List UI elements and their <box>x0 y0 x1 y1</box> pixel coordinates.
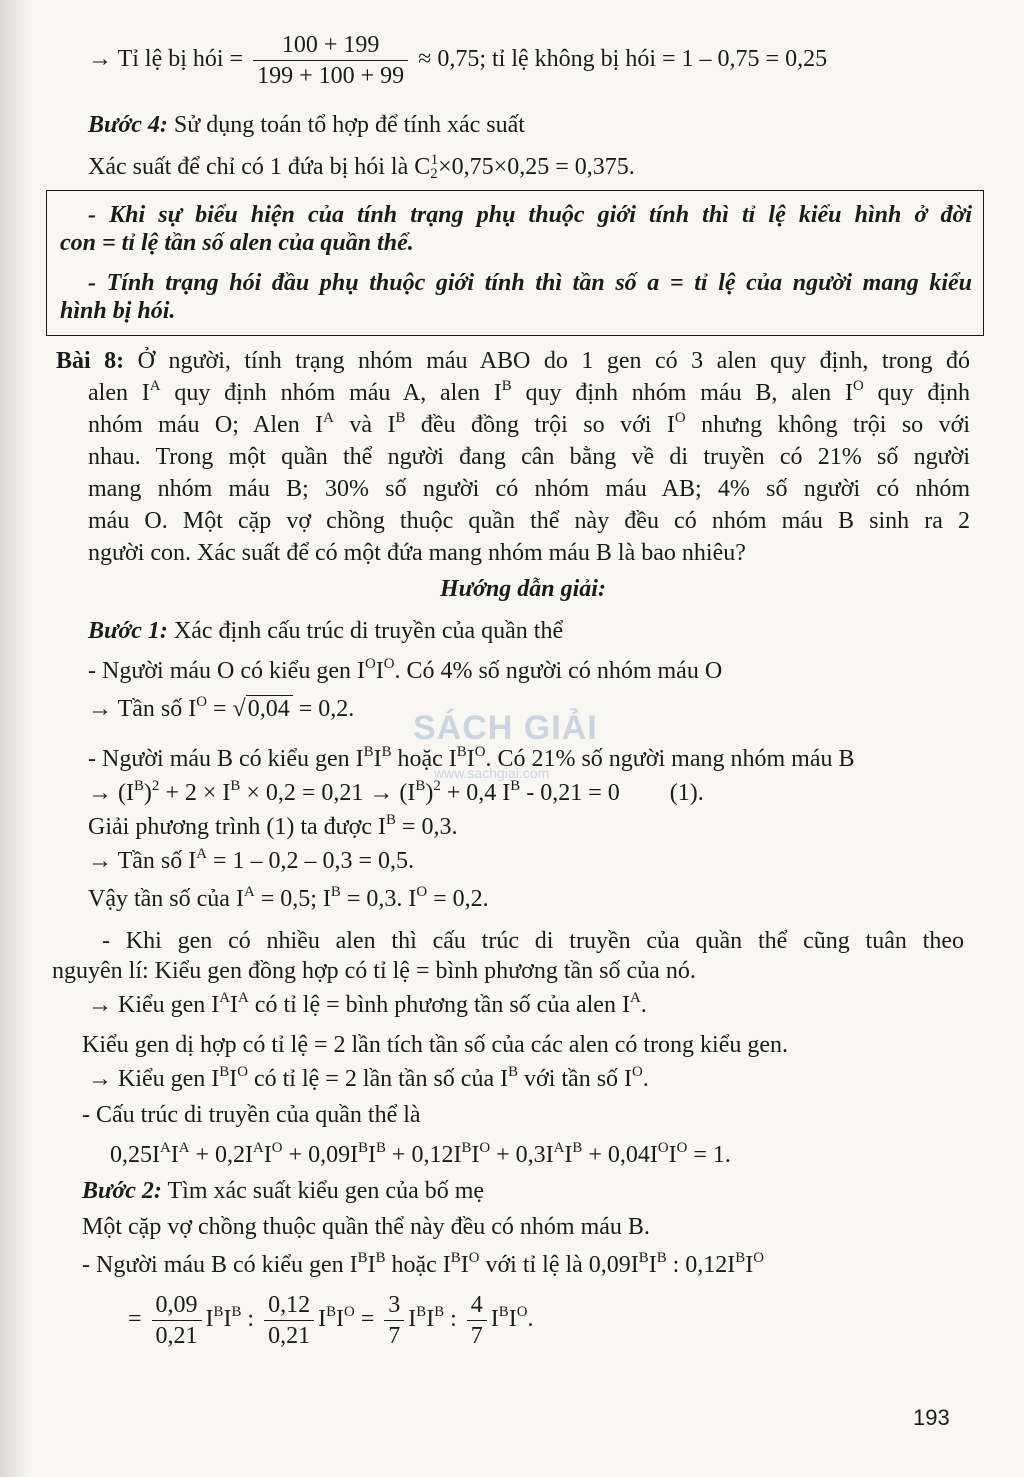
superscript: B <box>386 811 396 828</box>
fraction-denominator: 199 + 100 + 99 <box>253 60 408 91</box>
text: Tìm xác suất kiểu gen của bố mẹ <box>161 1178 485 1204</box>
fraction <box>467 1290 487 1351</box>
text: Bước 2: <box>82 1178 162 1204</box>
solution-line: Một cặp vợ chồng thuộc quần thể này đều có nhóm máu B. <box>82 1214 650 1240</box>
text: . Có 21% số người mang nhóm máu B <box>485 746 855 772</box>
text: I <box>460 1252 469 1278</box>
text: Sử dụng toán tổ hợp để tính xác suất <box>167 112 525 138</box>
superscript: B <box>415 777 426 794</box>
note-line: - Khi sự biểu hiện của tính trạng phụ thuộc giới tính thì tỉ lệ kiểu hình ở đời <box>88 202 972 228</box>
text: Xác định cấu trúc di truyền của quần thể <box>167 618 564 644</box>
step-label: Bước 4: <box>88 112 168 138</box>
solution-line <box>88 846 414 876</box>
note-line: hình bị hói. <box>60 298 176 324</box>
text: I <box>205 1306 214 1333</box>
probability-line <box>88 152 635 182</box>
superscript: A <box>149 377 161 394</box>
text: : <box>444 1306 463 1333</box>
text: có tỉ lệ = bình phương tần số của alen I <box>248 992 630 1018</box>
text: I <box>335 1306 344 1333</box>
fraction-numerator: 100 + 199 <box>281 32 380 58</box>
text: - Người máu B có kiểu gen I <box>82 1252 358 1278</box>
text: : 0,12I <box>666 1252 736 1278</box>
superscript: O <box>343 1303 355 1320</box>
text: = 0,3. <box>395 814 458 840</box>
step-4-heading <box>88 110 525 140</box>
baldness-ratio-line <box>88 30 827 91</box>
text: + 0,09I <box>282 1142 359 1168</box>
watermark-logo: SÁCH GIẢI <box>413 709 598 747</box>
text: I <box>490 1306 499 1333</box>
superscript: O <box>364 655 376 672</box>
text: 7 <box>384 1320 404 1351</box>
superscript: B <box>434 1303 445 1320</box>
superscript: O <box>416 883 428 900</box>
text: hoặc I <box>385 1252 451 1278</box>
superscript: B <box>375 1249 386 1266</box>
text: √ <box>232 696 246 722</box>
text: hoặc I <box>391 746 457 772</box>
text: - 0,21 = 0 <box>520 780 620 806</box>
text: ×0,75×0,25 = 0,375. <box>438 154 635 180</box>
superscript: B <box>501 377 512 394</box>
text: Bước 1: <box>88 618 168 644</box>
superscript: O <box>479 1139 491 1156</box>
text: Vậy tần số của I <box>88 886 244 912</box>
text: I <box>408 1306 417 1333</box>
text: I <box>373 746 382 772</box>
text: I <box>223 1306 232 1333</box>
text: nhóm máu O; Alen I <box>88 412 324 438</box>
superscript: B <box>572 1139 583 1156</box>
superscript: B <box>498 1303 509 1320</box>
text: I <box>471 1142 480 1168</box>
text: 7 <box>467 1320 487 1351</box>
superscript: A <box>553 1139 565 1156</box>
text: Xác suất để chỉ có 1 đứa bị hói là C <box>88 154 431 180</box>
step-2-heading <box>82 1176 484 1206</box>
text: 0,21 <box>152 1320 202 1351</box>
superscript: O <box>852 377 864 394</box>
exercise-8-line: nhau. Trong một quần thể người đang cân bằng về di truyền có 21% số người <box>88 444 970 470</box>
text: I <box>648 1252 657 1278</box>
solution-heading: Hướng dẫn giải: <box>440 576 606 602</box>
text: I <box>564 1142 573 1168</box>
superscript: B <box>395 409 406 426</box>
text: I <box>426 1306 435 1333</box>
solution-line <box>88 1064 649 1094</box>
text: → Kiểu gen I <box>88 992 220 1018</box>
text: I <box>230 992 239 1018</box>
text: I <box>466 746 475 772</box>
text: + 0,12I <box>385 1142 462 1168</box>
exercise-8-line <box>56 346 970 376</box>
superscript: B <box>508 1063 519 1080</box>
exercise-8-line: người con. Xác suất để có một đứa mang nhóm máu B là bao nhiêu? <box>88 540 746 566</box>
solution-line <box>88 694 354 724</box>
superscript: A <box>196 845 207 862</box>
superscript: A <box>178 1139 190 1156</box>
superscript: B <box>326 1303 336 1320</box>
text: 0,12 <box>268 1292 311 1318</box>
text: đều đồng trội so với I <box>405 412 675 438</box>
text: 0,21 <box>264 1320 314 1351</box>
superscript: A <box>323 409 334 426</box>
genetic-structure-equation <box>110 1140 731 1170</box>
text: quy định nhóm máu B, alen I <box>511 380 853 406</box>
text: ) <box>143 780 152 806</box>
superscript: O <box>196 693 207 710</box>
text: = 1. <box>687 1142 731 1168</box>
note-line: con = tỉ lệ tần số alen của quần thể. <box>60 230 414 256</box>
superscript: B <box>231 1303 242 1320</box>
exercise-8-line: mang nhóm máu B; 30% số người có nhóm máu AB; 4% số người có nhóm <box>88 476 970 502</box>
solution-line: nguyên lí: Kiểu gen đồng hợp có tỉ lệ = bình phương tần số của nó. <box>52 958 696 984</box>
text: + 0,4 I <box>440 780 511 806</box>
text: 4 <box>470 1292 483 1318</box>
text: Giải phương trình (1) ta được I <box>88 814 386 840</box>
superscript: O <box>237 1063 248 1080</box>
text: I <box>263 1142 272 1168</box>
text: với tần số I <box>518 1066 633 1092</box>
superscript: O <box>674 409 686 426</box>
equation-line <box>88 778 704 808</box>
text: I <box>170 1142 179 1168</box>
superscript: B <box>230 777 241 794</box>
text: - Người máu B có kiểu gen I <box>88 746 364 772</box>
text: = 0,3. I <box>340 886 417 912</box>
superscript: O <box>657 1139 669 1156</box>
superscript: B <box>358 1139 368 1156</box>
exercise-label: Bài 8: <box>56 348 125 374</box>
solution-line <box>88 656 722 686</box>
text: và I <box>333 412 396 438</box>
text: . <box>640 992 647 1018</box>
text: = 0,2. <box>292 696 355 722</box>
text: = 0,2. <box>427 886 489 912</box>
note-line: - Tính trạng hói đầu phụ thuộc giới tính thì tần số a = tỉ lệ của người mang kiểu <box>88 270 972 296</box>
solution-line <box>88 812 457 842</box>
text: với tỉ lệ là 0,09I <box>479 1252 639 1278</box>
fraction <box>253 30 408 91</box>
superscript: B <box>357 1249 368 1266</box>
text: I <box>375 658 384 684</box>
text: I <box>745 1252 754 1278</box>
superscript: A <box>253 1139 264 1156</box>
superscript: A <box>629 989 641 1006</box>
text: I <box>668 1142 677 1168</box>
text: = <box>206 696 233 722</box>
solution-line: - Khi gen có nhiều alen thì cấu trúc di truyền của quần thể cũng tuân theo <box>102 928 964 954</box>
fraction <box>264 1290 314 1351</box>
exercise-8-line <box>88 378 970 408</box>
text: + 0,3I <box>490 1142 554 1168</box>
superscript: O <box>676 1139 688 1156</box>
superscript: B <box>461 1139 472 1156</box>
superscript: A <box>238 989 249 1006</box>
step-1-heading <box>88 616 563 646</box>
superscript: B <box>381 743 392 760</box>
text: . Có 4% số người có nhóm máu O <box>394 658 723 684</box>
text: alen I <box>88 380 150 406</box>
superscript: B <box>510 777 521 794</box>
superscript: B <box>456 743 467 760</box>
fraction-equation <box>128 1290 533 1351</box>
text: I <box>229 1066 238 1092</box>
text: → Tần số I <box>88 696 197 722</box>
exercise-8-line: máu O. Một cặp vợ chồng thuộc quần thể này đều có nhóm máu B sinh ra 2 <box>88 508 970 534</box>
watermark-url: www.sachgiai.com <box>434 765 550 781</box>
superscript: A <box>160 1139 171 1156</box>
text: → Tần số I <box>88 848 197 874</box>
superscript: B <box>330 883 341 900</box>
superscript: O <box>632 1063 643 1080</box>
superscript: B <box>133 777 144 794</box>
text: = 1 – 0,2 – 0,3 = 0,5. <box>206 848 415 874</box>
text: 3 <box>388 1292 401 1318</box>
superscript: B <box>219 1063 230 1080</box>
text: 0,25I <box>110 1142 160 1168</box>
text: = <box>354 1306 381 1333</box>
text: = <box>128 1306 148 1333</box>
text: 0,09 <box>155 1292 198 1318</box>
superscript: 1 <box>430 151 439 168</box>
superscript: B <box>450 1249 461 1266</box>
superscript: O <box>271 1139 283 1156</box>
text: + 2 × I <box>159 780 231 806</box>
fraction <box>384 1290 404 1351</box>
text: + 0,04I <box>582 1142 658 1168</box>
text: + 0,2I <box>189 1142 254 1168</box>
text: I <box>367 1252 376 1278</box>
text: . <box>527 1306 534 1333</box>
text: . <box>642 1066 649 1092</box>
superscript: 2 <box>433 777 441 794</box>
superscript: B <box>656 1249 667 1266</box>
text: I <box>318 1306 327 1333</box>
superscript: O <box>516 1303 528 1320</box>
text: → (I <box>88 780 134 806</box>
superscript: O <box>474 743 486 760</box>
text: × 0,2 = 0,21 → (I <box>240 780 416 806</box>
text: có tỉ lệ = 2 lần tần số của I <box>247 1066 509 1092</box>
text: I <box>367 1142 376 1168</box>
superscript: B <box>363 743 374 760</box>
solution-line: - Cấu trúc di truyền của quần thể là <box>82 1102 421 1128</box>
superscript: B <box>735 1249 746 1266</box>
fraction <box>152 1290 202 1351</box>
superscript: O <box>753 1249 764 1266</box>
superscript: B <box>375 1139 386 1156</box>
superscript: A <box>243 883 255 900</box>
text: nhưng không trội so với <box>685 412 970 438</box>
text: → Kiểu gen I <box>88 1066 220 1092</box>
solution-line <box>82 1250 764 1280</box>
superscript: B <box>638 1249 649 1266</box>
superscript: A <box>219 989 231 1006</box>
text: Ở người, tính trạng nhóm máu ABO do 1 gen có 3 alen quy định, trong đó <box>124 348 970 374</box>
text: I <box>508 1306 517 1333</box>
page-number: 193 <box>913 1405 950 1430</box>
text: = 0,5; I <box>254 886 331 912</box>
superscript: O <box>383 655 395 672</box>
solution-line <box>88 884 489 914</box>
text: quy định nhóm máu A, alen I <box>160 380 502 406</box>
text: ) <box>425 780 434 806</box>
text: - Người máu O có kiểu gen I <box>88 658 365 684</box>
square-root: 0,04 <box>246 695 293 722</box>
solution-line: Kiểu gen dị hợp có tỉ lệ = 2 lần tích tần số của các alen có trong kiểu gen. <box>82 1032 788 1058</box>
text: ≈ 0,75; tỉ lệ không bị hói = 1 – 0,75 = 0,25 <box>412 46 828 73</box>
superscript: B <box>213 1303 224 1320</box>
text: quy định <box>863 380 971 406</box>
superscript: 2 <box>151 777 160 794</box>
text: : <box>241 1306 261 1333</box>
text: → Tỉ lệ bị hói = <box>88 46 250 73</box>
exercise-8-line <box>88 410 970 440</box>
text: (1). <box>669 780 704 806</box>
subscript: 2 <box>430 166 438 183</box>
superscript: B <box>416 1303 427 1320</box>
solution-line <box>88 990 647 1020</box>
superscript: O <box>468 1249 480 1266</box>
